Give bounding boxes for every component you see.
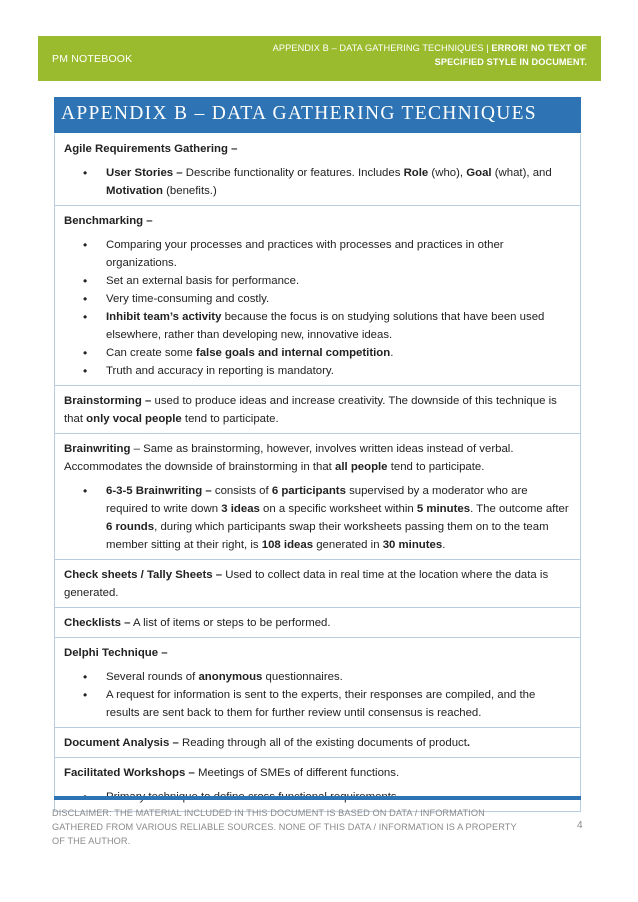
facilitated-text xyxy=(64,764,571,782)
period: . xyxy=(466,737,471,749)
vocal-people-term: only vocal people xyxy=(86,413,182,425)
text-span: questionnaires. xyxy=(262,671,343,683)
goal-term: Goal xyxy=(466,167,492,179)
list-item xyxy=(64,164,571,200)
text-span: (who), xyxy=(428,167,467,179)
table-row-facilitated-workshops xyxy=(55,758,580,812)
document-analysis-text xyxy=(64,734,571,752)
list-item xyxy=(64,668,571,686)
text-span: supervised by a moderator who are required to write down xyxy=(106,485,528,515)
list-item xyxy=(64,482,571,554)
table-row-benchmarking xyxy=(55,206,580,386)
text-span: on a specific worksheet within xyxy=(259,503,417,515)
user-stories-term: User Stories – xyxy=(106,167,183,179)
brainwriting-text xyxy=(64,440,571,476)
ideas-term: 3 ideas xyxy=(221,503,260,515)
list-item xyxy=(64,344,571,362)
text-span: . xyxy=(442,539,446,551)
agile-list xyxy=(64,164,571,200)
total-minutes-term: 30 minutes xyxy=(382,539,443,551)
delphi-heading: Delphi Technique – xyxy=(64,647,168,659)
brainstorming-term: Brainstorming – xyxy=(64,395,152,407)
page-header xyxy=(38,36,601,81)
text-span: Reading through all of the existing documents of product xyxy=(178,737,467,749)
text-span: tend to participate. xyxy=(181,413,279,425)
table-row-delphi xyxy=(55,638,580,728)
text-span: used to produce ideas and increase creativity. The downside of this technique is that xyxy=(64,395,557,425)
false-goals-term: false goals and internal competition xyxy=(195,347,391,359)
text-span: , during which participants swap their worksheets passing them on to the team member sitting at their right, is xyxy=(106,521,549,551)
list-item: • Comparing your processes and practices with processes and practices in other organizations. xyxy=(64,236,571,272)
rounds-term: 6 rounds xyxy=(106,521,155,533)
text-span: . xyxy=(390,347,394,359)
inhibit-term: Inhibit team’s activity xyxy=(106,311,222,323)
text-span: (benefits.) xyxy=(162,185,217,197)
page-title: APPENDIX B – DATA GATHERING TECHNIQUES xyxy=(61,103,537,124)
participants-term: 6 participants xyxy=(271,485,346,497)
agile-heading: Agile Requirements Gathering – xyxy=(64,143,238,155)
text-span: A list of items or steps to be performed. xyxy=(130,617,331,629)
635-brainwriting-term: 6-3-5 Brainwriting – xyxy=(106,485,212,497)
footer-disclaimer: DISCLAIMER: THE MATERIAL INCLUDED IN THIS DOCUMENT IS BASED ON DATA / INFORMATION GATHERED FROM VARIOUS RELIABLE SOURCES. NONE OF THIS DATA / INFORMATION IS A PROPERTY OF THE AUTHOR. xyxy=(52,808,517,846)
text-span: (what), and xyxy=(491,167,552,179)
brainwriting-term: Brainwriting xyxy=(64,443,131,455)
text-span: Meetings of SMEs of different functions. xyxy=(194,767,400,779)
check-sheets-text xyxy=(64,566,571,602)
text-span: Can create some xyxy=(106,347,196,359)
text-span: generated in xyxy=(313,539,383,551)
header-section-prefix: APPENDIX B – DATA GATHERING TECHNIQUES | xyxy=(272,43,492,53)
checklists-term: Checklists – xyxy=(64,617,131,629)
text-span: Used to collect data in real time at the location where the data is generated. xyxy=(64,569,549,599)
delphi-list xyxy=(64,668,571,722)
brainstorming-text xyxy=(64,392,571,428)
list-item: • A request for information is sent to the experts, their responses are compiled, and the results are sent back to them for further review until consensus is reached. xyxy=(64,686,571,722)
text-span: Several rounds of xyxy=(106,671,199,683)
text-span: consists of xyxy=(211,485,272,497)
text-span: . The outcome after xyxy=(470,503,569,515)
header-error-text: ERROR! NO TEXT OF SPECIFIED STYLE IN DOCUMENT. xyxy=(434,43,587,67)
benchmarking-list xyxy=(64,236,571,380)
role-term: Role xyxy=(403,167,429,179)
footer-rule xyxy=(54,796,581,800)
table-row-brainstorming xyxy=(55,386,580,434)
table-row-document-analysis xyxy=(55,728,580,758)
techniques-table xyxy=(54,134,581,812)
table-row-brainwriting xyxy=(55,434,580,560)
page-number: 4 xyxy=(577,820,583,831)
anonymous-term: anonymous xyxy=(198,671,263,683)
table-row-checklists xyxy=(55,608,580,638)
header-notebook-label: PM NOTEBOOK xyxy=(52,53,133,65)
motivation-term: Motivation xyxy=(106,185,163,197)
table-row-check-sheets xyxy=(55,560,580,608)
list-item: • Very time-consuming and costly. xyxy=(64,290,571,308)
facilitated-workshops-term: Facilitated Workshops – xyxy=(64,767,195,779)
minutes-term: 5 minutes xyxy=(416,503,471,515)
benchmarking-heading: Benchmarking – xyxy=(64,215,153,227)
all-people-term: all people xyxy=(334,461,388,473)
table-row-agile xyxy=(55,134,580,206)
appendix-title-bar xyxy=(54,97,581,133)
text-span: tend to participate. xyxy=(387,461,485,473)
check-sheets-term: Check sheets / Tally Sheets – xyxy=(64,569,223,581)
total-ideas-term: 108 ideas xyxy=(261,539,314,551)
brainwriting-list xyxy=(64,482,571,554)
text-span: – Same as brainstorming, however, involves written ideas instead of verbal. Accommodates the downside of brainstorming in that xyxy=(64,443,514,473)
document-analysis-term: Document Analysis – xyxy=(64,737,179,749)
checklists-text xyxy=(64,614,571,632)
text-span: because the focus is on studying solutions that have been used elsewhere, rather than developing new, innovative ideas. xyxy=(106,311,545,341)
header-section-title xyxy=(257,41,587,69)
list-item xyxy=(64,308,571,344)
list-item: • Set an external basis for performance. xyxy=(64,272,571,290)
text-span: Describe functionality or features. Includes xyxy=(182,167,404,179)
list-item: • Truth and accuracy in reporting is mandatory. xyxy=(64,362,571,380)
